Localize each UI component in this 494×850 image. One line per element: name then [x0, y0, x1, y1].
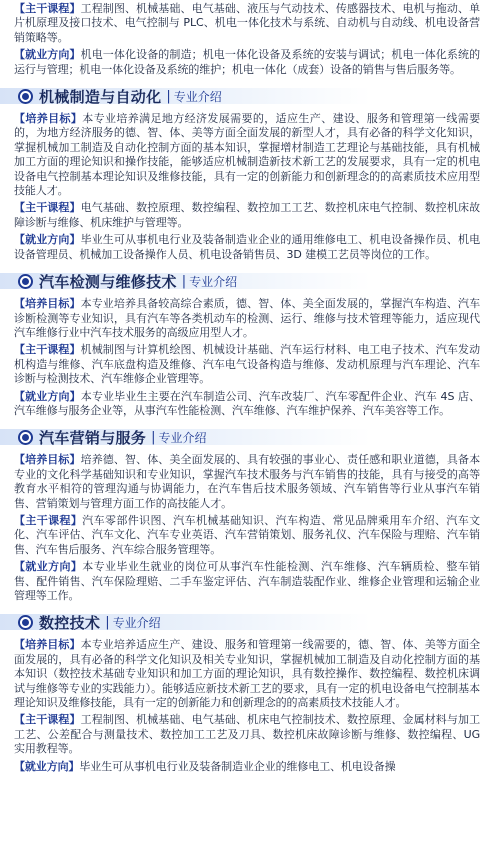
core-course-text: 汽车零部件识图、汽车机械基础知识、汽车构造、常见品牌乘用车介绍、汽车文化、汽车评估、汽车文化、汽车专业英语、汽车营销策划、服务礼仪、汽车保险与理赔、汽车销售、汽车售后服务、汽车综合服务管理等。 [14, 513, 480, 556]
top-core-paragraph [14, 2, 480, 45]
job-direction-tag: 【就业方向】 [14, 389, 81, 403]
job-paragraph [14, 390, 480, 419]
core-course-tag: 【主干课程】 [14, 343, 81, 357]
title-separator: | [105, 614, 110, 630]
job-paragraph [14, 560, 480, 603]
goal-paragraph [14, 638, 480, 710]
goal-text: 本专业培养具备较高综合素质，德、智、体、美全面发展的，掌握汽车构造、汽车诊断检测等专业知识，具有汽车等各类机动车的检测、运行、维修与技术管理等能力，适应现代汽车维修行业中汽车技术服务的高级应用型人才。 [14, 297, 480, 339]
target-circle-icon [18, 89, 33, 104]
section-header-mechanical-manufacturing [14, 85, 480, 107]
core-course-tag: 【主干课程】 [14, 2, 81, 15]
core-paragraph [14, 713, 480, 756]
core-course-tag: 【主干课程】 [14, 713, 81, 727]
goal-text: 本专业培养适应生产、建设、服务和管理第一线需要的，德、智、体、美等方面全面发展的，具有必备的科学文化知识及相关专业知识，掌握机械加工制造及自动化控制方面的基本知识（数控技术基础专业知识和加工方面的理论知识，具有数控操作、数控编程、数控机床调试与维修等专业的实践能力）。能够适应新技术新工艺的要求，具有一定的机电设备电气控制基本理论知识及维修技能，具有一定的创新能力和创新理念的的高素质技术技能人才。 [14, 638, 480, 710]
core-course-text: 工程制图、机械基础、电气基础、液压与气动技术、传感器技术、电机与拖动、单片机原理及接口技术、电气控制与 PLC、机电一体化技术与系统、自动机与自动线、机电设备营销策略等。 [14, 2, 480, 44]
goal-tag: 【培养目标】 [14, 453, 81, 467]
job-direction-tag: 【就业方向】 [14, 560, 83, 574]
job-paragraph [14, 760, 480, 774]
section-subtitle: 专业介绍 [158, 430, 207, 445]
core-course-text: 电气基础、数控原理、数控编程、数控加工工艺、数控机床电气控制、数控机床故障诊断与维修、机床维护与管理等。 [14, 201, 480, 229]
section-header-auto-marketing-service [14, 426, 480, 448]
job-direction-tag: 【就业方向】 [14, 233, 81, 247]
target-circle-icon [18, 615, 33, 630]
section-title: 数控技术 [39, 613, 101, 632]
core-paragraph [14, 201, 480, 230]
goal-text: 本专业培养满足地方经济发展需要的，适应生产、建设、服务和管理第一线需要的，为地方经济服务的德、智、体、美等方面全面发展的新型人才，具有必备的科学文化知识，掌握机械加工制造及自动化控制方面的基本知识，掌握增材制造工艺理论与基础技能，具有机械加工方面的理论知识和操作技能，能够适应机械制造新技术新工艺的发展要求，具有一定的机电设备电气控制基本理论知识及维修技能，具有一定的创新能力和创新理念的的高素质技术应用型技能人才。 [14, 112, 480, 198]
job-paragraph [14, 233, 480, 262]
core-paragraph [14, 514, 480, 557]
target-circle-icon [18, 274, 33, 289]
core-course-tag: 【主干课程】 [14, 201, 81, 215]
section-subtitle: 专业介绍 [112, 615, 161, 630]
section-title: 汽车营销与服务 [39, 428, 147, 447]
section-title: 汽车检测与维修技术 [39, 272, 177, 291]
goal-paragraph [14, 297, 480, 340]
page [0, 2, 494, 850]
goal-tag: 【培养目标】 [14, 112, 83, 126]
job-direction-tag: 【就业方向】 [14, 759, 80, 773]
core-paragraph [14, 343, 480, 386]
goal-tag: 【培养目标】 [14, 297, 81, 311]
title-separator: | [181, 273, 187, 289]
job-direction-text: 毕业生可从事机电行业及装备制造业企业的通用维修电工、机电设备操作员、机电设备管理员、机械加工设备操作人员、机电设备销售员、3D 建模工艺员等岗位的工作。 [14, 233, 480, 261]
section-subtitle: 专业介绍 [189, 274, 238, 289]
job-direction-text: 机电一体化设备的制造；机电一体化设备及系统的安装与调试；机电一体化系统的运行与管理；机电一体化设备及系统的维护；机电一体化（成套）设备的销售与售后服务等。 [14, 48, 480, 76]
title-separator: | [151, 429, 156, 445]
section-header-auto-inspection-repair [14, 270, 480, 292]
target-circle-icon [18, 430, 33, 445]
goal-paragraph [14, 453, 480, 511]
job-direction-text: 毕业生可从事机电行业及装备制造业企业的维修电工、机电设备操 [79, 759, 396, 773]
job-direction-text: 本专业毕业生就业的岗位可从事汽车性能检测、汽车维修、汽车辆质检、整车销售、配件销售、汽车保险理赔、二手车鉴定评估、汽车制造装配作业、维修企业管理和运输企业管理等工作。 [14, 560, 480, 602]
section-subtitle: 专业介绍 [173, 89, 222, 104]
core-course-text: 工程制图、机械基础、电气基础、机床电气控制技术、数控原理、金属材料与加工工艺、公差配合与测量技术、数控加工工艺及刀具、数控机床故障诊断与维修、数控编程、UG 实用教程等。 [14, 713, 480, 756]
core-course-text: 机械制图与计算机绘图、机械设计基础、汽车运行材料、电工电子技术、汽车发动机构造与维修、汽车底盘构造及维修、汽车电气设备构造与维修、发动机原理与汽车理论、汽车诊断与检测技术、汽车维修企业管理等。 [14, 343, 480, 386]
top-job-paragraph [14, 48, 480, 77]
goal-text: 培养德、智、体、美全面发展的、具有较强的事业心、责任感和职业道德，具备本专业的文化科学基础知识和专业知识，掌握汽车技术服务与汽车销售的技能，具有与接受的高等教育水平相符的管理沟通与协调能力，在汽车售后技术服务领域、汽车销售等行业从事汽车销售、营销策划与管理方面工作的高技能人才。 [14, 453, 480, 510]
goal-paragraph [14, 112, 480, 198]
goal-tag: 【培养目标】 [14, 638, 81, 652]
section-title: 机械制造与自动化 [39, 87, 162, 106]
job-direction-text: 本专业毕业生主要在汽车制造公司、汽车改装厂、汽车零配件企业、汽车 4S 店、汽车维修与服务企业等，从事汽车性能检测、汽车维修、汽车维护保养、汽车美容等工作。 [14, 389, 480, 417]
section-header-cnc-technology [14, 611, 480, 633]
title-separator: | [166, 88, 171, 104]
core-course-tag: 【主干课程】 [14, 513, 83, 527]
job-direction-tag: 【就业方向】 [14, 48, 81, 62]
